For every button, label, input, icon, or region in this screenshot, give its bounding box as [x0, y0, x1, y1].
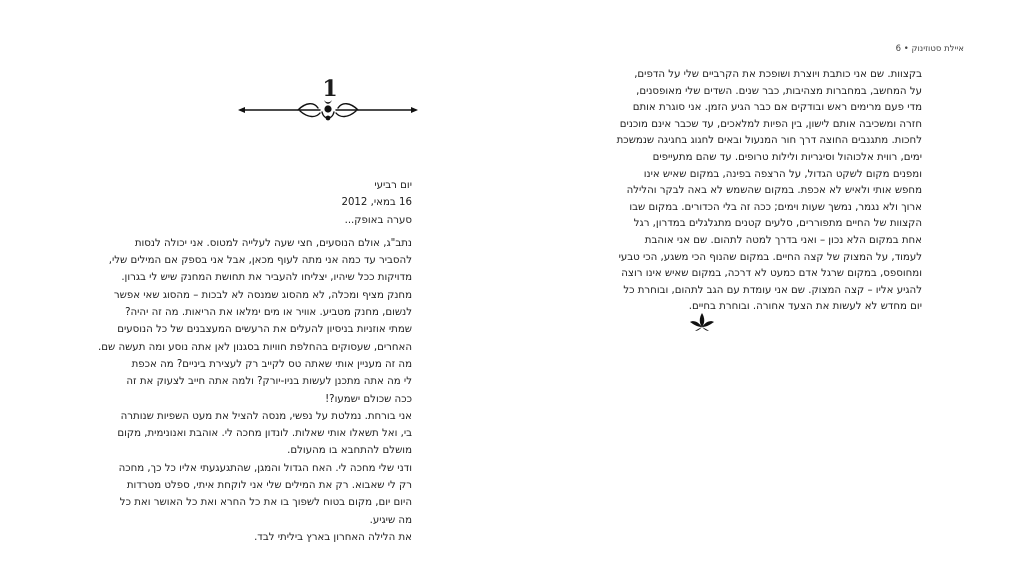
- text-line: חזרה ומשכיבה אותם לישון, בין הפיות למלאכים, עד שכבר אינם מוכנים: [619, 118, 922, 130]
- text-line: ככה שכולם ישמעו?!: [325, 393, 412, 405]
- text-line: ומחוספס, במקום שרגל אדם כמעט לא דרכה, במקום שאיש אינו רוצה: [621, 268, 922, 280]
- text-line: יום מחדש לא לעשות את הצעד אחורה. ובוחרת בחיים.: [688, 301, 922, 313]
- lotus-flourish-icon: [689, 312, 715, 332]
- text-line: בי, ואל תשאלו אותי שאלות. לונדון מחכה לי. אוהבת ואנונימית, מקום: [117, 428, 412, 440]
- text-line: אני בורחת. נמלטת על נפשי, מנסה להציל את מעט השפיות שנותרה: [120, 410, 412, 422]
- text-line: מדי פעם מרימים ראש ובודקים אם כבר הגיע הזמן. אני סוגרת אותם: [632, 102, 922, 114]
- right-page: [512, 0, 1024, 576]
- text-line: היום יום, מקום בטוח לשפוך בו את כל החרא ואת כל האושר ואת כל: [119, 497, 412, 509]
- diary-header: [112, 177, 412, 229]
- text-line: נתב"ג, אולם הנוסעים, חצי שעה לעלייה למטוס. אני יכולה לנסות: [134, 237, 412, 249]
- text-line: ודני שלי מחכה לי. האח הגדול והמגן, שהתגעגעתי אליו כל כך, מחכה: [118, 462, 412, 474]
- text-line: לעמוד, על המצוק של קצה החיים. במקום שהנוף הכי משגע, הכי טבעי: [618, 251, 922, 263]
- text-line: בקצוות. שם אני כותבת ויוצרת ושופכת את הקרביים שלי על הדפים,: [634, 69, 922, 80]
- separator-dot: •: [903, 44, 909, 54]
- text-line: ומפנים מקום לשקט הגדול, על הרצפה בפינה, במקום שאיש אינו: [643, 168, 922, 180]
- text-line: מה זה מעניין אותי שאתה טס לקייב רק לעצירת ביניים? מה אכפת: [131, 358, 412, 370]
- text-line: האחרים, שעסוקים בהחלפת חוויות בסגנון לאן אתה נוסע ומה תעשה שם.: [97, 341, 412, 353]
- text-line: שמתי אוזניות בניסיון להעלים את הרעשים המעצבנים של כל הנוסעים: [117, 324, 412, 336]
- text-line: מחפש אותי ולאיש לא אכפת. במקום שהשמש לא באה לבקר והלילה: [626, 185, 922, 197]
- text-line: רק לי שאבוא. רק את המילים שלי אני לוקחת איתי, ספלט מטרדות: [126, 480, 412, 492]
- text-line: לנשום, מחנק מטביע. אוויר או מים ימלאו את הריאות. מה זה יהיה?: [125, 307, 412, 319]
- text-line: מה שיגיע.: [369, 514, 412, 526]
- page-number: 6: [895, 44, 902, 54]
- text-line: מחנק מציף ומכלה, לא מהסוג שמנסה לא לבכות – מהסוג שאי אפשר: [113, 289, 412, 301]
- scroll-flourish-icon: [238, 96, 418, 126]
- entry-date: 16 במאי, 2012: [341, 197, 412, 209]
- text-line: מושלם להתחבא בו מהעולם.: [287, 445, 412, 457]
- chapter-number: 1: [322, 76, 338, 102]
- text-line: על המחשב, במחברות מצהיבות, כבר שנים. השדים שלי מאופסנים,: [636, 85, 922, 97]
- text-line: ימים, רווית אלכוהול וסיגריות ולילות טרופים. עד שהם מתעייפים: [652, 151, 922, 163]
- right-body-text: [602, 67, 922, 316]
- text-line: להגיע אליו – קצה המצוק. שם אני עומדת עם הגב לתהום, ובוחרת כל: [623, 284, 922, 296]
- text-line: את הלילה האחרון בארץ ביליתי לבד.: [254, 531, 412, 543]
- running-head: [896, 44, 964, 54]
- diary-entry: [97, 177, 412, 546]
- text-line: לי מה אתה מתכנן לעשות בניו-יורק? ולמה אתה חייב לצעוק את זה: [126, 376, 412, 388]
- text-line: ארוך ולא נגמר, נמשך שעות וימים; ככה זה בלי הכדורים. במקום שבו: [629, 201, 922, 213]
- text-line: להסביר עד כמה אני מתה לעוף מכאן, אבל אני בספק אם המילים שלי,: [108, 255, 412, 267]
- text-line: מדויקות ככל שיהיו, יצליחו להעביר את תחושת המחנק שיש לי בגרון.: [121, 272, 412, 284]
- entry-day: יום רביעי: [374, 180, 412, 191]
- left-body-text: [97, 235, 412, 546]
- text-line: לחכות. מתגנבים החוצה דרך חור המנעול ובאים לחגוג בחגיגה שנמשכת: [616, 135, 922, 147]
- text-line: אחת במקום הלא נכון – ואני בדרך למטה לתהום. שם אני אוהבת: [644, 234, 922, 246]
- author-name: איילת סטוזינוק: [911, 44, 964, 54]
- entry-storm: סערה באופק...: [344, 214, 412, 226]
- text-line: הקצוות של החיים מתפוררים, סלעים קטנים מתגלגלים במדרון, רגל: [633, 218, 922, 230]
